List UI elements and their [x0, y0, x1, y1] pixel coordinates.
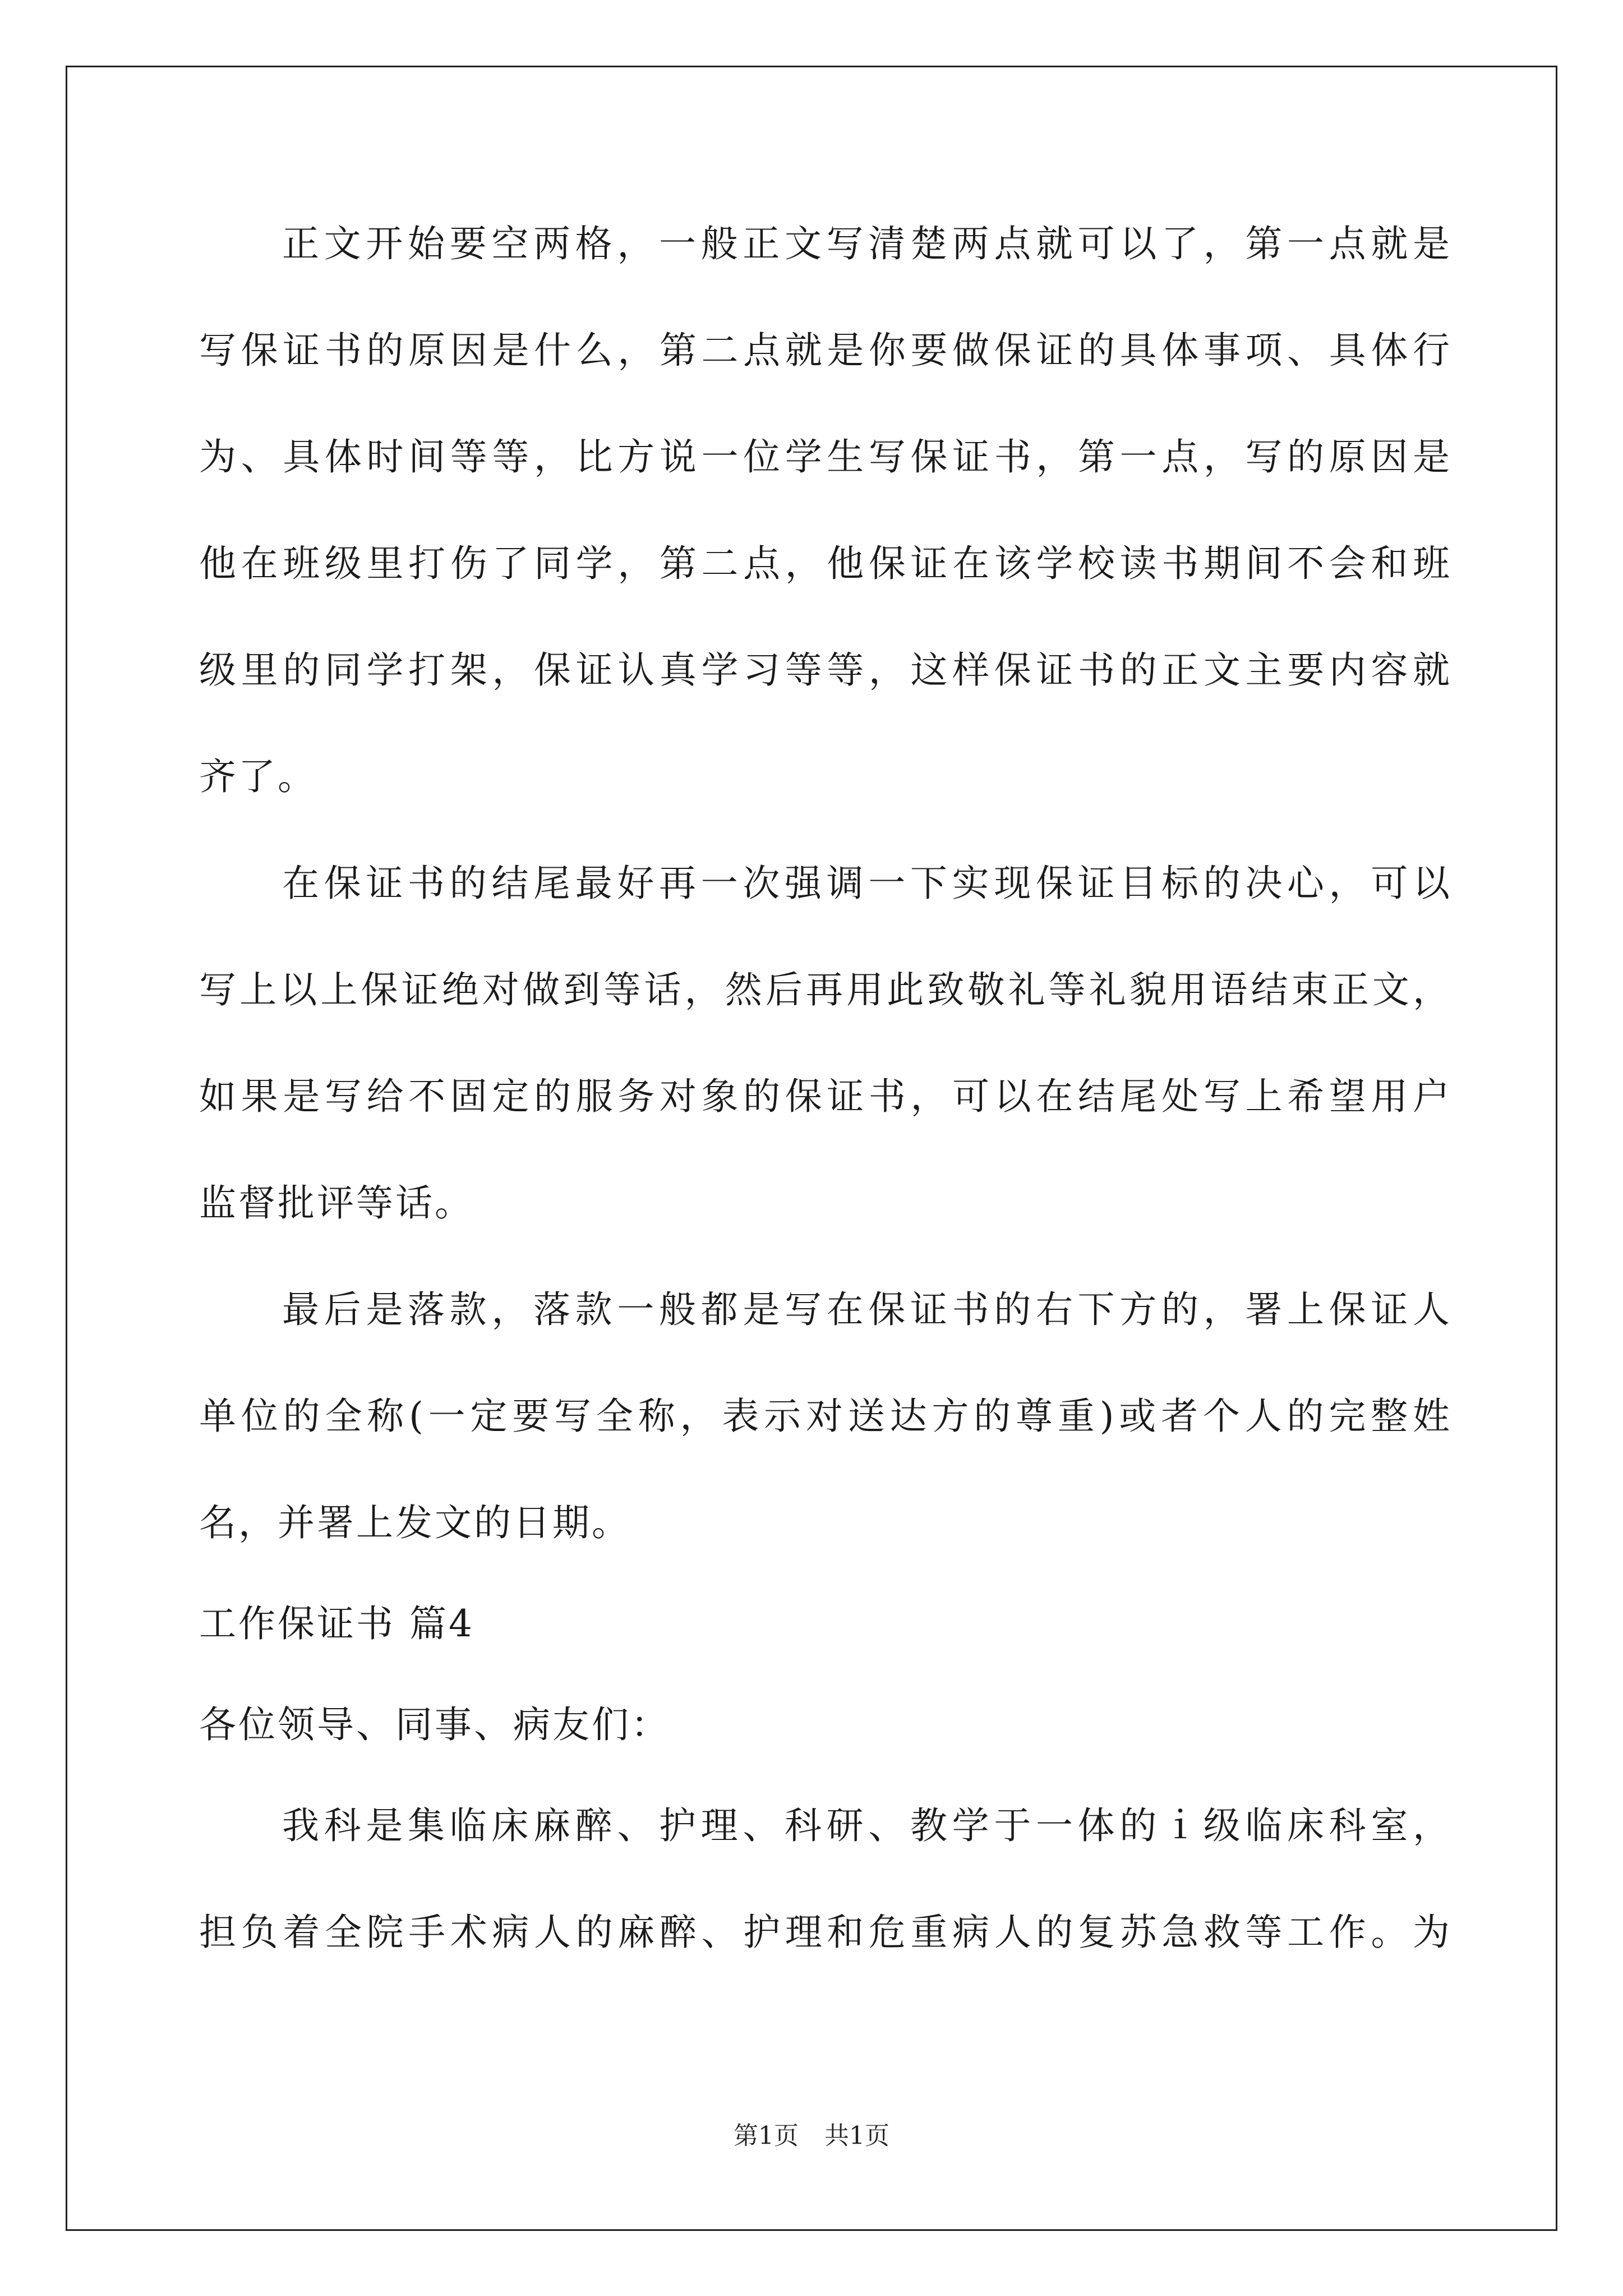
paragraph-line: 在保证书的结尾最好再一次强调一下实现保证目标的决心，可以	[282, 862, 1450, 905]
paragraph-line: 写上以上保证绝对做到等话，然后再用此致敬礼等礼貌用语结束正文，	[199, 968, 1450, 1011]
salutation: 各位领导、同事、病友们：	[199, 1703, 670, 1746]
page-footer	[0, 2120, 1623, 2152]
paragraph-line: 最后是落款，落款一般都是写在保证书的右下方的，署上保证人	[282, 1288, 1450, 1331]
page-number: 第1页	[734, 2122, 799, 2150]
page-total: 共1页	[824, 2122, 889, 2150]
paragraph-line: 他在班级里打伤了同学，第二点，他保证在该学校读书期间不会和班	[199, 542, 1450, 585]
paragraph-line: 名，并署上发文的日期。	[199, 1501, 631, 1544]
paragraph-line: 写保证书的原因是什么，第二点就是你要做保证的具体事项、具体行	[199, 329, 1450, 372]
paragraph-line: 单位的全称(一定要写全称，表示对送达方的尊重)或者个人的完整姓	[199, 1395, 1450, 1438]
paragraph-line: 齐了。	[199, 755, 317, 798]
paragraph-line: 正文开始要空两格，一般正文写清楚两点就可以了，第一点就是	[282, 222, 1450, 265]
paragraph-line: 担负着全院手术病人的麻醉、护理和危重病人的复苏急救等工作。为	[199, 1911, 1450, 1954]
section-heading: 工作保证书 篇4	[199, 1602, 474, 1645]
paragraph-line: 如果是写给不固定的服务对象的保证书，可以在结尾处写上希望用户	[199, 1075, 1450, 1118]
paragraph-line: 为、具体时间等等，比方说一位学生写保证书，第一点，写的原因是	[199, 435, 1450, 478]
paragraph-line: 我科是集临床麻醉、护理、科研、教学于一体的ｉ级临床科室，	[282, 1804, 1450, 1847]
page-border	[66, 66, 1557, 2231]
paragraph-line: 监督批评等话。	[199, 1181, 474, 1225]
paragraph-line: 级里的同学打架，保证认真学习等等，这样保证书的正文主要内容就	[199, 648, 1450, 692]
